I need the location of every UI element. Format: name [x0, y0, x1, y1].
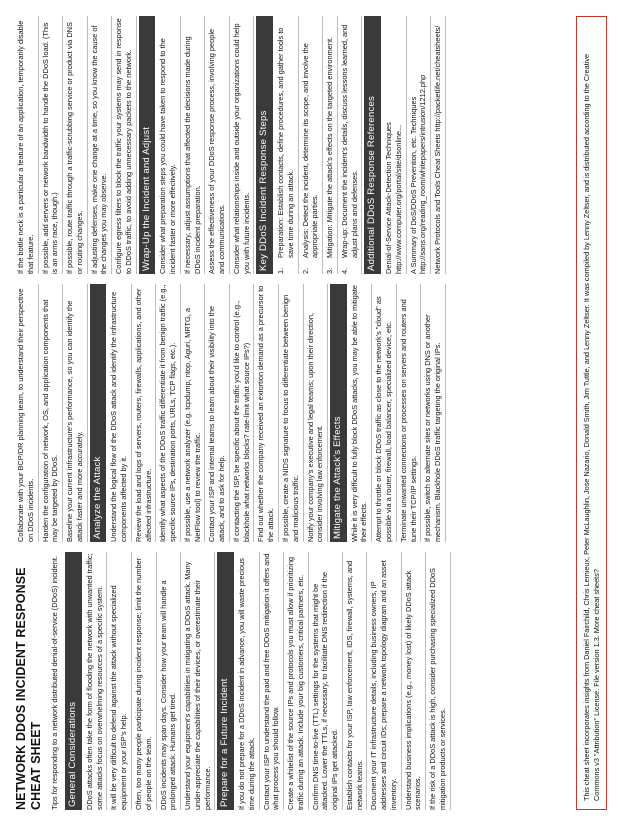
wrapup-item: Assess the effectiveness of your DDoS response process, involving people and communications. — [205, 16, 230, 274]
general-item: Understand your equipment's capabilities in mitigating a DDoS attack. Many under-appreciate the capabilities of their devices, or overestimate their performance. — [181, 552, 215, 810]
prepare-item: Document your IT infrastructure details, including business owners, IP addresses and circuit IDs; prepare a network topology diagram and an asset inventory. — [367, 552, 401, 810]
intro-text: Tips for responding to a network distributed denial-of-service (DDoS) incident. — [49, 556, 59, 810]
analyze-item: Identify what aspects of the DDoS traffic differentiate it from benign traffic (e.g., specific source IPs, destination ports, URLs, TCP flags, etc.). — [156, 284, 181, 542]
mitigate-item: While it is very difficult to fully block DDoS attacks, you may be able to mitigate their effects. — [348, 284, 373, 542]
page-title — [14, 552, 44, 810]
prepare-item: Baseline your current infrastructure's performance, so you can identify the attack faster and more accurately. — [63, 284, 88, 542]
step-number: 3. — [325, 267, 335, 274]
section-heading-wrapup: Wrap-Up the Incident and Adjust — [139, 16, 156, 274]
analyze-item: Find out whether the company received an extortion demand as a precursor to the attack. — [254, 284, 279, 542]
mitigate-item: If adjusting defenses, make one change at a time, so you know the cause of the changes you may observe. — [88, 16, 113, 274]
analyze-item: If possible, use a network analyzer (e.g. tcpdump, ntop, Aguri, MRTG, a NetFlow tool) to review the traffic. — [181, 284, 206, 542]
step-text: Analysis: Detect the incident, determine its scope, and involve the appropriate parties. — [300, 43, 320, 258]
prepare-item: Establish contacts for your ISP, law enforcement, IDS, firewall, systems, and network teams. — [343, 552, 368, 810]
title-line-1: NETWORK DDOS INCIDENT RESPONSE — [14, 567, 28, 810]
step-item — [274, 16, 299, 274]
step-item — [338, 16, 363, 274]
step-text: Preparation: Establish contacts, define procedures, and gather tools to save time during an attack. — [276, 27, 295, 258]
steps-list — [274, 16, 362, 274]
wrapup-item: Consider what preparation steps you could have taken to respond to the incident faster or more effectively. — [156, 16, 181, 274]
wrapup-item: Consider what relationships inside and outside your organizations could help you with future incidents. — [230, 16, 255, 274]
general-item: It will be very difficult to defend against the attack without specialized equipment or your ISP's help. — [107, 552, 132, 810]
step-text: Mitigation: Mitigate the attack's effects on the targeted environment. — [325, 36, 335, 258]
reference-item: Denial-of-Service Attack-Detection Techniques http://www.computer.org/portal/site/dsonline... — [382, 16, 407, 274]
mitigate-item: If the bottle neck is a particular a feature of an application, temporarily disable that feature. — [14, 16, 39, 274]
prepare-item: Harden the configuration of network, OS, and application components that may be targeted by DDoS. — [39, 284, 64, 542]
reference-item: A Summary of DoS/DDoS Prevention, etc. Techniques http://sans.org/reading_room/whitepapers/intrusion/1212.php — [407, 16, 432, 274]
section-heading-prepare: Prepare for a Future Incident — [217, 552, 234, 810]
step-item — [299, 16, 324, 274]
prepare-item: Create a whitelist of the source IPs and protocols you must allow if prioritizing traffic during an attack. Include your big customers, critical partners, etc. — [284, 552, 309, 810]
prepare-item: Understand business implications (e.g., money lost) of likely DDoS attack scenarios. — [402, 552, 427, 810]
content-columns — [14, 16, 562, 810]
column-2 — [14, 284, 562, 542]
step-text: Wrap-up: Document the incident's details, discuss lessons learned, and adjust plans and defenses. — [339, 24, 359, 258]
section-heading-general: General Considerations — [65, 552, 82, 810]
mitigate-item: Attempt to throttle or block DDoS traffic as close to the network's "cloud" as possible via a router, firewall, load balancer, specialized device, etc. — [372, 284, 397, 542]
mitigate-item: If possible, switch to alternate sites or networks using DNS or another mechanism. Blackhole DDoS traffic targeting the original IPs. — [421, 284, 446, 542]
section-heading-analyze: Analyze the Attack — [90, 284, 107, 542]
section-heading-mitigate: Mitigate the Attack's Effects — [330, 284, 347, 542]
analyze-item: Understand the logical flow of the DDoS attack and identify the infrastructure components affected by it. — [107, 284, 132, 542]
step-number: 2. — [300, 267, 310, 274]
reference-item: Network Protocols and Tools Cheat Sheets http://packetlife.net/cheatsheets/ — [431, 16, 446, 274]
analyze-item: Notify your company's executive and legal teams; upon their direction, consider involving law enforcement. — [304, 284, 329, 542]
general-item: Often, too many people participate during incident response; limit the number of people on the team. — [132, 552, 157, 810]
mitigate-item: If possible, route traffic through a traffic-scrubbing service or product via DNS or routing changes. — [63, 16, 88, 274]
step-number: 1. — [276, 267, 286, 274]
analyze-item: If contacting the ISP, be specific about the traffic you'd like to control (e.g., blackhole what networks blocks? rate-limit what source IPs?) — [230, 284, 255, 542]
prepare-item: Collaborate with your BCP/DR planning team, to understand their perspective on DDoS incidents. — [14, 284, 39, 542]
analyze-item: Review the load and logs of servers, routers, firewalls, applications, and other affected infrastructure. — [132, 284, 157, 542]
column-1 — [14, 552, 562, 810]
mitigate-item: Terminate unwanted connections or processes on servers and routers and tune their TCP/IP settings. — [397, 284, 422, 542]
general-item: DDoS incidents may span days. Consider how your team will handle a prolonged attack. Humans get tired. — [157, 552, 182, 810]
title-line-2: CHEAT SHEET — [28, 721, 43, 810]
step-number: 4. — [339, 267, 349, 274]
section-heading-steps: Key DDoS Incident Response Steps — [256, 16, 273, 274]
step-item — [323, 16, 338, 274]
analyze-item: If possible, create a NIDS signature to focus to differentiate between benign and malicious traffic. — [279, 284, 304, 542]
section-heading-references: Additional DDoS Response References — [364, 16, 381, 274]
prepare-item: Contact your ISP to understand the paid and free DDoS mitigation it offers and what process you should follow. — [260, 552, 285, 810]
mitigate-item: If possible, add servers or network bandwidth to handle the DDoS load. (This is an arms race, though.) — [39, 16, 64, 274]
footer-text: This cheat sheet incorporates insights from Daniel Fairchild, Chris Lemieux, Peter McLaughlin, Jose Nazario, Donald Smith, Jim Tuttle, and Lenny Zeltser. It was compiled by Lenny Zeltser, and is distributed according to the Creative Commons v3 "Attribution" License. File version 1.3. More cheat sheets? — [582, 53, 601, 801]
prepare-item: Confirm DNS time-to-live (TTL) settings for the systems that might be attacked. Lower the TTLs, if necessary, to facilitate DNS redirection if the original IPs get attacked. — [309, 552, 343, 810]
prepare-item: If you do not prepare for a DDoS incident in advance, you will waste precious time during the attack. — [235, 552, 260, 810]
footer-attribution — [576, 16, 607, 810]
wrapup-item: If necessary, adjust assumptions that affected the decisions made during DDoS incident preparation. — [181, 16, 206, 274]
mitigate-item: Configure egress filters to block the traffic your systems may send in response to DDoS traffic, to avoid adding unnecessary packets to the network. — [112, 16, 137, 274]
column-3 — [14, 16, 562, 274]
analyze-item: Contact your ISP and internal teams to learn about their visibility into the attack, and to ask for help. — [205, 284, 230, 542]
prepare-item: If the risk of a DDoS attack is high, consider purchasing specialized DDoS mitigation products or services. — [426, 552, 451, 810]
general-item: DDoS attacks often take the form of flooding the network with unwanted traffic; some attacks focus on overwhelming resources of a specific system. — [83, 552, 108, 810]
